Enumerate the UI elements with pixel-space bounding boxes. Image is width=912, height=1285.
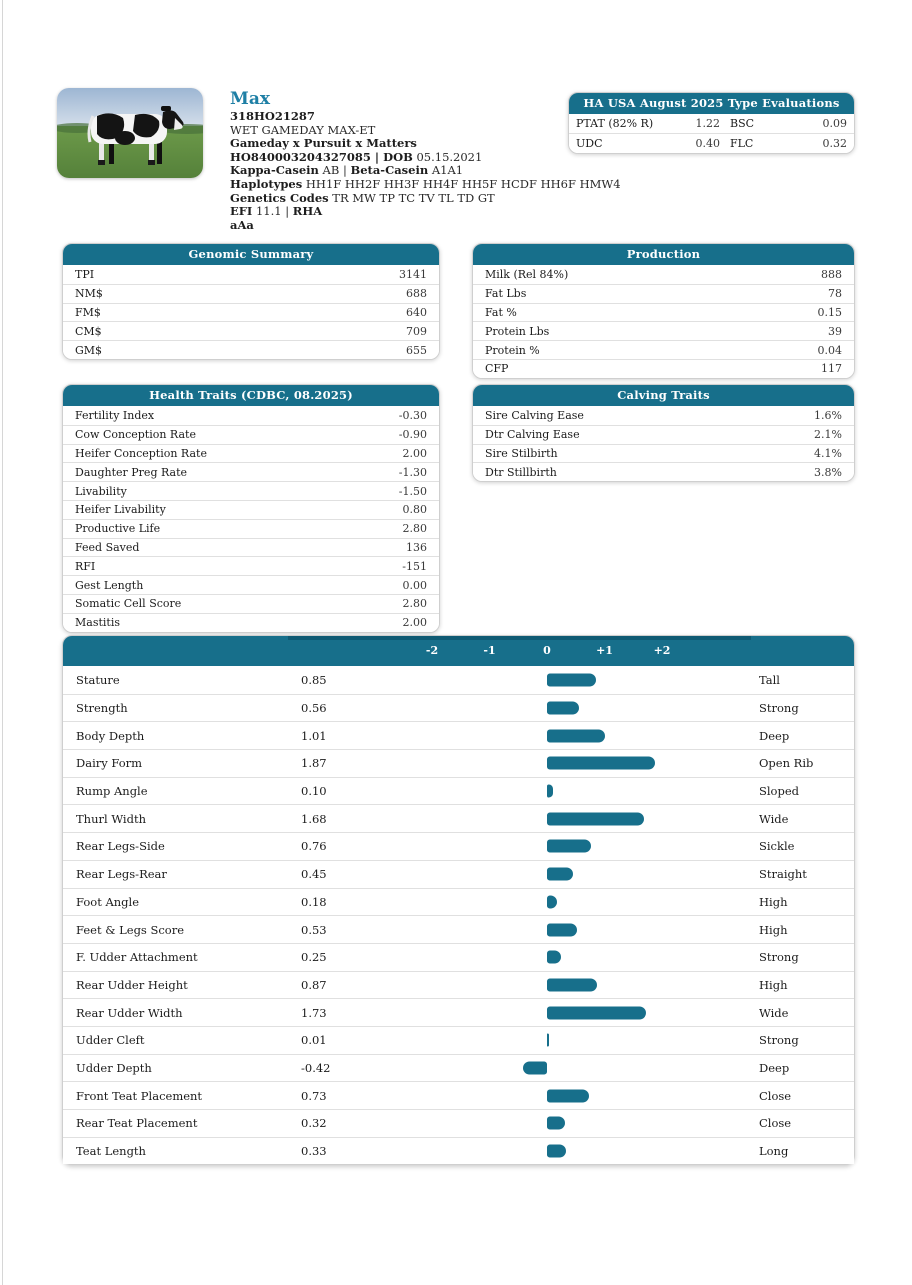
linear-trait-row	[63, 1026, 854, 1054]
trait-value: 0.01	[301, 1033, 327, 1048]
row-value: 2.00	[402, 616, 427, 630]
table-row	[63, 519, 439, 538]
trait-name: Feet & Legs Score	[76, 922, 185, 937]
pedigree-segment: 11.1 |	[252, 204, 293, 219]
health-traits-body	[63, 406, 439, 632]
table-row	[63, 321, 439, 340]
row-value: -1.30	[398, 465, 427, 479]
pedigree-segment: HO840003204327085 | DOB	[230, 149, 413, 164]
trait-descriptor: Strong	[759, 1033, 799, 1048]
row-label: Sire Calving Ease	[485, 408, 584, 422]
pedigree-segment: HH1F HH2F HH3F HH4F HH5F HCDF HH6F HMW4	[302, 176, 621, 191]
row-label: Daughter Preg Rate	[75, 465, 188, 479]
table-row	[569, 114, 854, 133]
axis-tick-label: +1	[596, 644, 613, 657]
table-row	[473, 359, 854, 378]
row-label: TPI	[75, 267, 95, 281]
trait-value: 1.73	[301, 1005, 327, 1020]
linear-trait-row	[63, 694, 854, 722]
trait-name: Foot Angle	[76, 894, 140, 909]
table-row	[569, 133, 854, 153]
row-label: Cow Conception Rate	[75, 428, 196, 442]
row-value: 0.00	[402, 578, 427, 592]
trait-value: 0.53	[301, 922, 327, 937]
row-value: 39	[828, 324, 842, 338]
pedigree-line	[230, 151, 575, 165]
row-label: Productive Life	[75, 522, 161, 536]
bull-photo	[57, 88, 203, 178]
trait-value: 0.73	[301, 1088, 327, 1103]
row-value: 2.80	[402, 522, 427, 536]
trait-value: 0.45	[301, 867, 327, 882]
axis-tick-label: -2	[425, 644, 439, 657]
genomic-summary-title: Genomic Summary	[63, 244, 439, 265]
production-title: Production	[473, 244, 854, 265]
row-value: 640	[406, 305, 427, 319]
pedigree-segment: A1A1	[428, 163, 464, 178]
table-row	[63, 538, 439, 557]
row-label: Sire Stilbirth	[485, 446, 558, 460]
bull-name: Max	[230, 89, 270, 109]
trait-descriptor: High	[759, 894, 788, 909]
trait-name: Rear Legs-Side	[76, 839, 165, 854]
table-row	[63, 425, 439, 444]
linear-trait-row	[63, 1054, 854, 1082]
row-value: 0.80	[402, 503, 427, 517]
row-label: CFP	[485, 362, 509, 376]
linear-trait-row	[63, 804, 854, 832]
row-label: Fertility Index	[75, 408, 155, 422]
trait-value: 0.18	[301, 894, 327, 909]
pedigree-line	[230, 110, 575, 124]
pedigree-segment: Haplotypes	[230, 176, 303, 191]
row-value: 0.09	[822, 117, 847, 130]
production-body	[473, 265, 854, 378]
row-label: UDC	[576, 137, 603, 150]
trait-name: Udder Depth	[76, 1060, 152, 1075]
trait-value: 0.85	[301, 672, 327, 687]
pedigree-line	[230, 219, 575, 233]
axis-tick-label: -1	[483, 644, 496, 657]
trait-bar	[547, 868, 573, 881]
pedigree-line	[230, 164, 575, 178]
row-value: 1.6%	[814, 408, 842, 422]
row-label: Fat %	[485, 305, 517, 319]
table-row	[473, 265, 854, 284]
type-evaluations-table	[568, 92, 855, 154]
trait-descriptor: Sloped	[759, 784, 800, 799]
linear-traits-chart	[62, 635, 855, 1165]
trait-bar	[547, 978, 597, 991]
trait-descriptor: Wide	[759, 811, 789, 826]
row-label: CM$	[75, 324, 102, 338]
linear-trait-row	[63, 915, 854, 943]
table-row	[63, 340, 439, 359]
row-label: FLC	[730, 137, 754, 150]
row-value: -151	[402, 559, 427, 573]
linear-trait-row	[63, 998, 854, 1026]
trait-value: 0.25	[301, 950, 327, 965]
trait-name: Stature	[76, 672, 120, 687]
trait-bar	[547, 1145, 566, 1158]
pedigree-segment: 318HO21287	[230, 109, 315, 123]
table-row	[63, 462, 439, 481]
row-value: 3.8%	[814, 465, 842, 479]
linear-trait-row	[63, 777, 854, 805]
row-value: 655	[406, 343, 427, 357]
genomic-summary-body	[63, 265, 439, 359]
table-row	[473, 425, 854, 444]
row-value: 78	[828, 287, 842, 301]
trait-descriptor: Deep	[759, 1060, 790, 1075]
table-row	[63, 556, 439, 575]
health-traits-table	[62, 384, 440, 633]
trait-bar	[547, 729, 605, 742]
trait-bar	[547, 951, 561, 964]
trait-bar	[523, 1061, 547, 1074]
table-row	[473, 340, 854, 359]
pedigree-line	[230, 205, 575, 219]
table-row	[63, 284, 439, 303]
trait-name: Strength	[76, 701, 128, 716]
row-label: Dtr Calving Ease	[485, 428, 580, 442]
trait-descriptor: Close	[759, 1116, 792, 1131]
trait-bar	[547, 1034, 549, 1047]
trait-value: -0.42	[301, 1060, 331, 1075]
table-row	[473, 321, 854, 340]
trait-name: Rear Teat Placement	[76, 1116, 198, 1131]
trait-value: 1.87	[301, 756, 327, 771]
row-value: 136	[406, 540, 427, 554]
pedigree-segment: Beta-Casein	[350, 163, 429, 178]
table-row	[63, 265, 439, 284]
row-value: 3141	[399, 267, 427, 281]
trait-value: 1.01	[301, 728, 327, 743]
pedigree-segment: TR MW TP TC TV TL TD GT	[328, 190, 495, 205]
table-row	[63, 575, 439, 594]
linear-trait-row	[63, 888, 854, 916]
trait-name: Udder Cleft	[76, 1033, 145, 1048]
row-value: 688	[406, 287, 427, 301]
health-traits-title: Health Traits (CDBC, 08.2025)	[63, 385, 439, 406]
production-table	[472, 243, 855, 379]
row-value: 0.40	[695, 137, 720, 150]
row-value: 2.1%	[814, 428, 842, 442]
row-value: 0.32	[822, 137, 847, 150]
trait-value: 0.87	[301, 977, 327, 992]
row-label: Dtr Stillbirth	[485, 465, 557, 479]
row-label: NM$	[75, 287, 103, 301]
row-label: Fat Lbs	[485, 287, 527, 301]
table-row	[473, 303, 854, 322]
trait-bar	[547, 812, 644, 825]
row-label: Protein Lbs	[485, 324, 550, 338]
pedigree-segment: Kappa-Casein	[230, 163, 319, 178]
table-row	[63, 500, 439, 519]
linear-trait-row	[63, 971, 854, 999]
trait-name: Thurl Width	[76, 811, 146, 826]
table-row	[63, 406, 439, 425]
pedigree-segment: WET GAMEDAY MAX-ET	[230, 122, 376, 137]
pedigree-segment: RHA	[292, 204, 323, 219]
trait-bar	[547, 895, 557, 908]
trait-descriptor: High	[759, 977, 788, 992]
trait-bar	[547, 702, 579, 715]
table-row	[63, 613, 439, 632]
calving-traits-table	[472, 384, 855, 482]
row-value: 0.04	[817, 343, 842, 357]
row-label: Gest Length	[75, 578, 144, 592]
trait-descriptor: Open Rib	[759, 756, 814, 771]
trait-descriptor: Strong	[759, 701, 799, 716]
pedigree-segment: AB |	[318, 163, 351, 178]
trait-name: Teat Length	[76, 1144, 146, 1159]
row-label: PTAT (82% R)	[576, 117, 654, 130]
calving-traits-title: Calving Traits	[473, 385, 854, 406]
trait-bar	[547, 757, 655, 770]
pedigree-line	[230, 192, 575, 206]
trait-value: 0.10	[301, 784, 327, 799]
row-value: -1.50	[398, 484, 427, 498]
row-label: Heifer Conception Rate	[75, 446, 207, 460]
axis-tick-label: +2	[653, 644, 671, 657]
pedigree-segment: 05.15.2021	[412, 149, 483, 164]
trait-value: 0.33	[301, 1144, 327, 1159]
pedigree-segment: Gameday x Pursuit x Matters	[230, 136, 417, 151]
pedigree-segment: Genetics Codes	[230, 190, 329, 205]
pedigree-segment: EFI	[230, 204, 253, 219]
page-edge-line	[2, 0, 3, 1285]
type-evaluations-body	[569, 114, 854, 153]
trait-bar	[547, 1117, 565, 1130]
trait-value: 1.68	[301, 811, 327, 826]
genomic-summary-table	[62, 243, 440, 360]
row-value: 709	[406, 324, 427, 338]
row-label: RFI	[75, 559, 96, 573]
pedigree-line	[230, 124, 575, 138]
trait-name: Dairy Form	[76, 756, 143, 771]
linear-chart-axis-header	[63, 636, 854, 666]
trait-descriptor: Tall	[759, 672, 780, 687]
linear-trait-row	[63, 721, 854, 749]
row-value: 2.00	[402, 446, 427, 460]
linear-trait-row	[63, 943, 854, 971]
row-label: Protein %	[485, 343, 540, 357]
table-row	[63, 594, 439, 613]
row-value: 117	[821, 362, 842, 376]
trait-name: Front Teat Placement	[76, 1088, 203, 1103]
trait-bar	[547, 840, 591, 853]
trait-name: Body Depth	[76, 728, 145, 743]
linear-trait-row	[63, 1109, 854, 1137]
trait-value: 0.56	[301, 701, 327, 716]
row-value: -0.90	[398, 428, 427, 442]
trait-value: 0.76	[301, 839, 327, 854]
row-label: Mastitis	[75, 616, 120, 630]
linear-trait-row	[63, 1137, 854, 1165]
table-row	[473, 444, 854, 463]
trait-descriptor: Long	[759, 1144, 789, 1159]
pedigree-segment: aAa	[230, 217, 254, 232]
linear-trait-row	[63, 749, 854, 777]
row-label: FM$	[75, 305, 101, 319]
row-label: GM$	[75, 343, 103, 357]
pedigree-line	[230, 137, 575, 151]
row-label: BSC	[730, 117, 755, 130]
axis-tick-label: 0	[543, 644, 551, 657]
trait-name: Rear Udder Height	[76, 977, 188, 992]
row-label: Heifer Livability	[75, 503, 166, 517]
type-evaluations-title: HA USA August 2025 Type Evaluations	[569, 93, 854, 114]
table-row	[63, 303, 439, 322]
linear-trait-row	[63, 666, 854, 694]
trait-descriptor: Strong	[759, 950, 799, 965]
table-row	[63, 444, 439, 463]
row-value: 888	[821, 267, 842, 281]
table-row	[473, 406, 854, 425]
row-label: Milk (Rel 84%)	[485, 267, 569, 281]
linear-trait-row	[63, 832, 854, 860]
linear-trait-row	[63, 1081, 854, 1109]
trait-name: Rear Legs-Rear	[76, 867, 167, 882]
trait-value: 0.32	[301, 1116, 327, 1131]
trait-bar	[547, 673, 596, 686]
trait-descriptor: Wide	[759, 1005, 789, 1020]
trait-bar	[547, 1006, 646, 1019]
trait-name: Rear Udder Width	[76, 1005, 183, 1020]
trait-bar	[547, 785, 553, 798]
linear-trait-row	[63, 860, 854, 888]
cow-illustration	[57, 88, 203, 178]
pedigree-line	[230, 176, 621, 192]
header-accent-strip	[288, 636, 751, 640]
trait-bar	[547, 923, 577, 936]
trait-descriptor: Sickle	[759, 839, 795, 854]
calving-traits-body	[473, 406, 854, 481]
table-row	[473, 284, 854, 303]
row-value: 0.15	[817, 305, 842, 319]
table-row	[63, 481, 439, 500]
row-value: -0.30	[398, 408, 427, 422]
trait-name: Rump Angle	[76, 784, 148, 799]
row-value: 4.1%	[814, 446, 842, 460]
trait-bar	[547, 1089, 589, 1102]
trait-name: F. Udder Attachment	[76, 950, 198, 965]
trait-descriptor: Straight	[759, 867, 807, 882]
row-value: 1.22	[695, 117, 720, 130]
row-label: Livability	[75, 484, 127, 498]
row-label: Somatic Cell Score	[75, 597, 182, 611]
row-value: 2.80	[402, 597, 427, 611]
trait-descriptor: Close	[759, 1088, 792, 1103]
linear-chart-body	[63, 666, 854, 1164]
trait-descriptor: Deep	[759, 728, 790, 743]
table-row	[473, 462, 854, 481]
row-label: Feed Saved	[75, 540, 140, 554]
trait-descriptor: High	[759, 922, 788, 937]
